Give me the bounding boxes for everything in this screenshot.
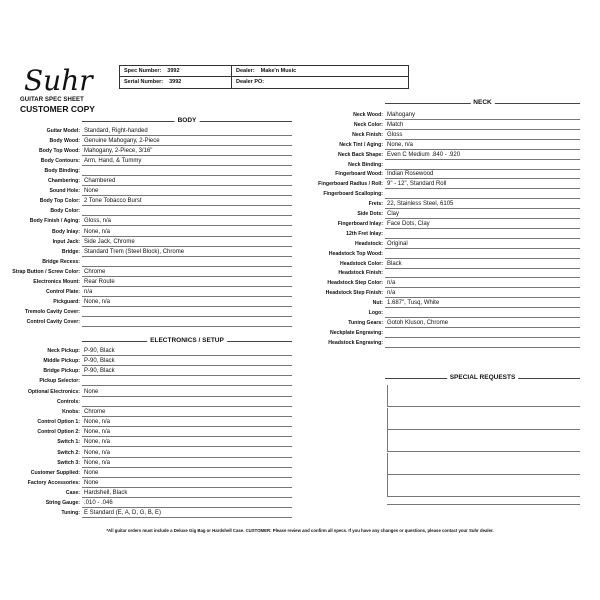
neck-spec-row: [0, 259, 580, 269]
neck-spec-value[interactable]: Face Dots, Clay: [387, 220, 430, 227]
body-spec-label: Body Color:: [50, 208, 80, 215]
neck-spec-row: [0, 298, 580, 308]
electronics-spec-value[interactable]: None: [84, 388, 99, 395]
neck-spec-label: Headstock Engraving:: [328, 339, 383, 346]
electronics-spec-value[interactable]: Chrome: [84, 408, 106, 415]
body-spec-label: Body Finish / Aging:: [29, 218, 80, 225]
footer-note: *All guitar orders must include a Deluxe Gig Bag or Hardshell Case. CUSTOMER: Please review and confirm all specs. If you have any changes or questions, please contact your Suhr dealer.: [106, 528, 494, 533]
neck-spec-value[interactable]: Mahogany: [387, 112, 416, 118]
electronics-spec-value[interactable]: None: [84, 469, 99, 476]
body-spec-value[interactable]: Standard Trem (Steel Block), Chrome: [84, 248, 185, 255]
neck-spec-row: [0, 268, 580, 278]
suhr-logo: [22, 62, 93, 97]
neck-spec-row: [0, 189, 580, 199]
body-spec-value[interactable]: Rear Route: [84, 278, 115, 285]
electronics-spec-label: Customer Supplied:: [30, 469, 80, 476]
body-spec-label: Sound Hole:: [49, 188, 80, 195]
neck-spec-label: Headstock Top Wood:: [328, 250, 383, 257]
special-request-field[interactable]: [387, 429, 580, 430]
body-spec-label: Control Cavity Cover:: [26, 318, 80, 325]
body-spec-value[interactable]: None, n/a: [84, 298, 111, 305]
electronics-spec-value[interactable]: None: [84, 479, 99, 486]
neck-spec-value[interactable]: Gotoh Kluson, Chrome: [387, 319, 449, 326]
neck-heading: NECK: [470, 99, 494, 106]
neck-spec-value[interactable]: None, n/a: [387, 141, 414, 148]
electronics-spec-row: [0, 376, 292, 386]
sheet-title: GUITAR SPEC SHEET: [20, 97, 84, 103]
electronics-spec-row: [0, 498, 292, 508]
body-spec-label: Bridge:: [61, 248, 80, 255]
body-spec-value[interactable]: n/a: [84, 288, 93, 295]
electronics-spec-row: [0, 397, 292, 407]
neck-spec-value[interactable]: 1.687", Tusq, White: [387, 300, 440, 307]
body-spec-value[interactable]: Genuine Mahogany, 2-Piece: [84, 138, 160, 145]
special-request-field-edge: [387, 453, 388, 474]
neck-spec-label: Neckplate Engraving:: [329, 329, 383, 336]
spec-number-cell: Spec Number: 3992: [120, 66, 232, 77]
body-heading: BODY: [175, 117, 200, 124]
electronics-spec-value[interactable]: P-90, Black: [84, 358, 115, 365]
neck-spec-value[interactable]: 9" - 12", Standard Roll: [387, 181, 447, 188]
neck-spec-value[interactable]: Gloss: [387, 131, 403, 138]
neck-spec-row: [0, 199, 580, 209]
neck-spec-label: Side Dots:: [357, 211, 383, 217]
electronics-spec-label: Controls:: [56, 398, 80, 405]
electronics-spec-value[interactable]: None, n/a: [84, 449, 111, 456]
electronics-spec-value[interactable]: None, n/a: [84, 429, 111, 436]
body-spec-label: Body Wood:: [49, 138, 80, 145]
neck-spec-label: Fingerboard Inlay:: [337, 220, 383, 227]
electronics-spec-label: Pickup Selector:: [39, 378, 80, 385]
neck-spec-label: Neck Finish:: [352, 131, 383, 138]
electronics-spec-value[interactable]: P-90, Black: [84, 348, 115, 354]
body-spec-label: Body Inlay:: [52, 228, 80, 235]
neck-spec-label: Fingerboard Radius / Roll:: [318, 181, 383, 188]
neck-spec-row: [0, 249, 580, 259]
neck-spec-row: [0, 338, 580, 348]
electronics-spec-label: String Gauge:: [45, 500, 80, 507]
neck-spec-label: Neck Binding:: [348, 161, 383, 168]
special-request-field[interactable]: [387, 451, 580, 452]
neck-spec-label: Fingerboard Scalloping:: [323, 191, 383, 198]
body-spec-value[interactable]: Standard, Right-handed: [84, 128, 148, 134]
electronics-spec-label: Middle Pickup:: [43, 358, 80, 365]
special-request-field-edge: [387, 430, 388, 451]
neck-spec-underline: [385, 347, 580, 348]
body-spec-value[interactable]: Chambered: [84, 178, 116, 185]
special-request-field-edge: [387, 475, 388, 496]
neck-spec-label: 12th Fret Inlay:: [346, 230, 383, 237]
neck-spec-label: Tuning Gears:: [348, 319, 383, 326]
dealer-name: Make'n Music: [260, 68, 297, 74]
neck-spec-value[interactable]: Match: [387, 121, 404, 128]
electronics-spec-row: [0, 468, 292, 478]
neck-spec-value[interactable]: Original: [387, 240, 408, 247]
neck-spec-row: [0, 140, 580, 150]
neck-spec-value[interactable]: n/a: [387, 280, 396, 287]
dealer-cell: Dealer: Make'n Music: [232, 66, 408, 77]
electronics-spec-label: Case:: [65, 490, 80, 497]
neck-spec-label: Headstock Finish:: [338, 270, 383, 277]
body-spec-value[interactable]: Side Jack, Chrome: [84, 238, 135, 245]
electronics-spec-row: [0, 366, 292, 376]
neck-spec-label: Neck Tint / Aging:: [339, 141, 383, 148]
neck-spec-row: [0, 209, 580, 219]
electronics-spec-label: Bridge Pickup:: [43, 368, 80, 375]
body-spec-value[interactable]: Arm, Hand, & Tummy: [84, 158, 142, 165]
body-spec-label: Control Plate:: [45, 288, 80, 295]
body-spec-label: Strap Button / Screw Color:: [12, 268, 80, 275]
signature-field[interactable]: [387, 504, 580, 505]
neck-spec-label: Frets:: [368, 201, 383, 208]
neck-spec-row: [0, 219, 580, 229]
neck-spec-label: Nut:: [372, 300, 383, 307]
electronics-heading: ELECTRONICS / SETUP: [147, 337, 227, 344]
electronics-spec-label: Factory Accessories:: [27, 479, 80, 486]
electronics-spec-label: Switch 3:: [57, 459, 80, 466]
electronics-spec-label: Neck Pickup:: [47, 348, 80, 354]
special-request-field[interactable]: [387, 496, 580, 497]
neck-spec-row: [0, 120, 580, 130]
electronics-spec-label: Control Option 1:: [37, 419, 80, 426]
body-spec-value[interactable]: 2 Tone Tobacco Burst: [84, 198, 142, 205]
neck-spec-row: [0, 160, 580, 170]
body-spec-label: Input Jack:: [52, 238, 80, 245]
special-request-field-edge: [387, 385, 388, 406]
neck-spec-value[interactable]: Clay: [387, 211, 400, 217]
electronics-spec-value[interactable]: None, n/a: [84, 419, 111, 426]
electronics-spec-row: [0, 448, 292, 458]
neck-spec-label: Headstock:: [355, 240, 383, 247]
electronics-spec-label: Control Option 2:: [37, 429, 80, 436]
body-spec-label: Chambering:: [48, 178, 80, 185]
electronics-spec-row: [0, 478, 292, 488]
header-box: [119, 65, 409, 89]
body-spec-value[interactable]: Chrome: [84, 268, 106, 275]
serial-number-cell: Serial Number: 3992: [120, 77, 232, 88]
neck-spec-value[interactable]: Black: [387, 260, 402, 267]
neck-spec-value[interactable]: Even C Medium .840 - .920: [387, 151, 461, 158]
electronics-spec-row: [0, 437, 292, 447]
neck-spec-row: [0, 130, 580, 140]
neck-spec-label: Headstock Step Color:: [327, 280, 383, 287]
electronics-spec-value[interactable]: None, n/a: [84, 439, 111, 446]
neck-spec-value[interactable]: 22, Stainless Steel, 6105: [387, 201, 454, 208]
body-spec-value[interactable]: Mahogany, 2-Piece, 3/16": [84, 148, 153, 155]
neck-spec-row: [0, 328, 580, 338]
body-spec-label: Tremolo Cavity Cover:: [24, 308, 80, 315]
neck-spec-label: Neck Wood:: [353, 112, 383, 118]
special-request-field[interactable]: [387, 406, 580, 407]
neck-spec-row: [0, 169, 580, 179]
electronics-spec-row: [0, 488, 292, 498]
electronics-spec-value[interactable]: .010 - .046: [84, 500, 113, 507]
electronics-spec-row: [0, 387, 292, 397]
serial-number: 3992: [169, 79, 182, 85]
neck-spec-label: Logo:: [368, 310, 383, 316]
electronics-spec-value[interactable]: E Standard (E, A, D, G, B, E): [84, 510, 162, 517]
neck-spec-label: Neck Back Shape:: [338, 151, 383, 158]
electronics-spec-value[interactable]: P-90, Black: [84, 368, 115, 375]
electronics-spec-label: Switch 1:: [57, 439, 80, 446]
neck-spec-row: [0, 308, 580, 318]
spec-number: 3992: [167, 68, 180, 74]
electronics-spec-value[interactable]: Hardshell, Black: [84, 490, 128, 497]
copy-type: CUSTOMER COPY: [20, 104, 95, 114]
electronics-spec-underline: [82, 517, 292, 518]
neck-spec-row: [0, 278, 580, 288]
neck-spec-row: [0, 239, 580, 249]
electronics-spec-row: [0, 356, 292, 366]
body-spec-label: Body Top Wood:: [38, 148, 80, 155]
body-spec-value[interactable]: None, n/a: [84, 228, 111, 235]
body-spec-label: Body Contours:: [40, 158, 80, 165]
body-spec-label: Guitar Model:: [46, 128, 80, 134]
dealer-po-cell: Dealer PO:: [236, 79, 265, 85]
electronics-spec-row: [0, 508, 292, 518]
body-spec-label: Pickguard:: [53, 298, 80, 305]
body-spec-value[interactable]: Gloss, n/a: [84, 218, 112, 225]
electronics-spec-row: [0, 458, 292, 468]
electronics-spec-label: Tuning:: [61, 510, 80, 517]
neck-spec-row: [0, 288, 580, 298]
special-requests-heading: SPECIAL REQUESTS: [447, 374, 519, 381]
body-spec-label: Body Top Color:: [39, 198, 80, 205]
special-request-field-edge: [387, 408, 388, 429]
body-spec-label: Body Binding:: [44, 168, 80, 175]
body-spec-label: Electronics Mount:: [33, 278, 80, 285]
electronics-spec-label: Knobs:: [62, 408, 80, 415]
neck-spec-row: [0, 110, 580, 120]
body-spec-label: Bridge Recess:: [42, 258, 80, 265]
neck-spec-row: [0, 318, 580, 328]
logo-text: Suhr: [24, 64, 93, 97]
neck-spec-row: [0, 179, 580, 189]
neck-spec-label: Fingerboard Wood:: [335, 171, 383, 178]
neck-spec-label: Neck Color:: [353, 121, 383, 128]
electronics-spec-label: Switch 2:: [57, 449, 80, 456]
neck-spec-label: Headstock Color:: [340, 260, 383, 267]
electronics-spec-row: [0, 417, 292, 427]
electronics-spec-label: Optional Electronics:: [27, 388, 80, 395]
neck-spec-value[interactable]: Indian Rosewood: [387, 171, 434, 178]
electronics-spec-value[interactable]: None, n/a: [84, 459, 111, 466]
special-request-field[interactable]: [387, 474, 580, 475]
electronics-spec-row: [0, 407, 292, 417]
body-spec-value[interactable]: None: [84, 188, 99, 195]
electronics-spec-row: [0, 427, 292, 437]
neck-spec-row: [0, 150, 580, 160]
neck-spec-label: Headstock Step Finish:: [325, 290, 383, 297]
neck-spec-value[interactable]: n/a: [387, 290, 396, 297]
neck-spec-row: [0, 229, 580, 239]
